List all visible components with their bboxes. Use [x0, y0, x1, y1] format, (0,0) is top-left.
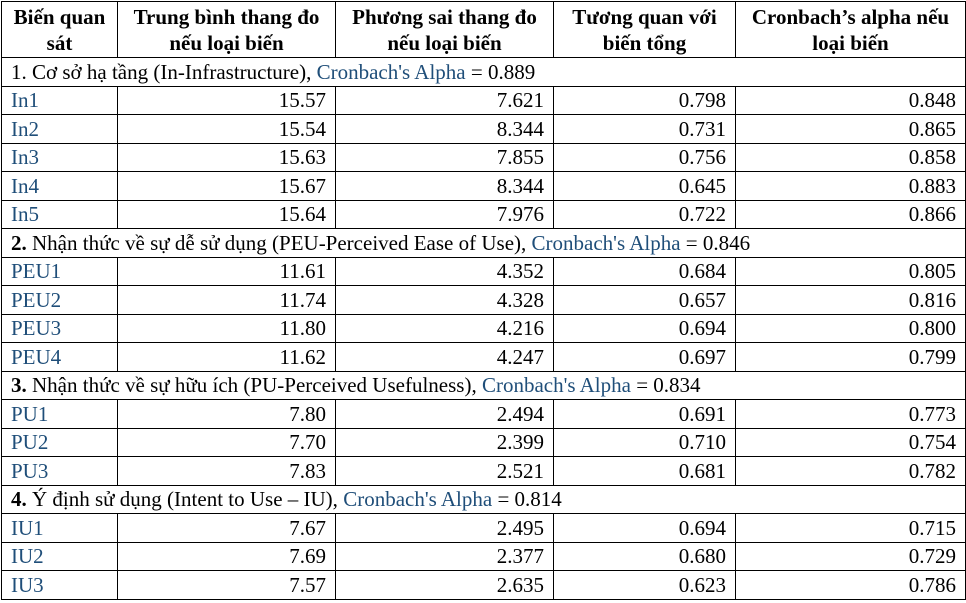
scale-variance-cell: 2.521 [336, 457, 554, 486]
alpha-if-deleted-cell: 0.865 [736, 115, 966, 144]
header-alpha-if-deleted: Cronbach’s alpha nếu loại biến [736, 2, 966, 58]
table-row [2, 286, 966, 315]
table-row [2, 400, 966, 429]
scale-mean-cell: 15.57 [118, 86, 336, 115]
group-number: 2. [11, 230, 27, 255]
scale-variance-cell: 2.399 [336, 428, 554, 457]
group-alpha-value: = 0.834 [630, 373, 701, 398]
correlation-cell: 0.645 [554, 172, 736, 201]
group-alpha-label: Cronbach's Alpha [343, 487, 493, 512]
table-row [2, 115, 966, 144]
scale-variance-cell: 7.855 [336, 143, 554, 172]
scale-mean-cell: 15.54 [118, 115, 336, 144]
group-alpha-value: = 0.846 [680, 230, 751, 255]
alpha-if-deleted-cell: 0.773 [736, 400, 966, 429]
scale-variance-cell: 7.621 [336, 86, 554, 115]
group-alpha-label: Cronbach's Alpha [316, 59, 466, 84]
table-row [2, 172, 966, 201]
scale-variance-cell: 8.344 [336, 115, 554, 144]
alpha-if-deleted-cell: 0.754 [736, 428, 966, 457]
group-header-row [2, 371, 966, 400]
variable-code-cell: PU2 [2, 428, 118, 457]
alpha-if-deleted-cell: 0.786 [736, 571, 966, 600]
correlation-cell: 0.694 [554, 314, 736, 343]
alpha-if-deleted-cell: 0.715 [736, 514, 966, 543]
correlation-cell: 0.731 [554, 115, 736, 144]
variable-code-cell: PEU4 [2, 343, 118, 372]
correlation-cell: 0.710 [554, 428, 736, 457]
alpha-if-deleted-cell: 0.883 [736, 172, 966, 201]
group-alpha-label: Cronbach's Alpha [481, 373, 631, 398]
variable-code-cell: IU3 [2, 571, 118, 600]
scale-variance-cell: 2.494 [336, 400, 554, 429]
table-row [2, 542, 966, 571]
scale-variance-cell: 2.635 [336, 571, 554, 600]
scale-mean-cell: 7.83 [118, 457, 336, 486]
group-label: Nhận thức về sự dễ sử dụng (PEU-Perceived Ease of Use), [26, 230, 532, 255]
scale-mean-cell: 7.70 [118, 428, 336, 457]
alpha-if-deleted-cell: 0.848 [736, 86, 966, 115]
table-row [2, 314, 966, 343]
group-title [2, 229, 966, 258]
scale-mean-cell: 15.64 [118, 200, 336, 229]
alpha-if-deleted-cell: 0.729 [736, 542, 966, 571]
group-label: Cơ sở hạ tầng (In-Infrastructure), [26, 59, 317, 84]
alpha-if-deleted-cell: 0.858 [736, 143, 966, 172]
group-header-row [2, 58, 966, 87]
correlation-cell: 0.684 [554, 257, 736, 286]
correlation-cell: 0.756 [554, 143, 736, 172]
scale-variance-cell: 8.344 [336, 172, 554, 201]
table-row [2, 86, 966, 115]
table-row [2, 571, 966, 600]
variable-code-cell: In3 [2, 143, 118, 172]
group-header-row [2, 485, 966, 514]
scale-mean-cell: 11.62 [118, 343, 336, 372]
scale-variance-cell: 4.328 [336, 286, 554, 315]
alpha-if-deleted-cell: 0.799 [736, 343, 966, 372]
correlation-cell: 0.694 [554, 514, 736, 543]
scale-mean-cell: 7.69 [118, 542, 336, 571]
group-title [2, 58, 966, 87]
variable-code-cell: In2 [2, 115, 118, 144]
alpha-if-deleted-cell: 0.782 [736, 457, 966, 486]
table-row [2, 457, 966, 486]
scale-variance-cell: 4.216 [336, 314, 554, 343]
variable-code-cell: In1 [2, 86, 118, 115]
alpha-if-deleted-cell: 0.816 [736, 286, 966, 315]
scale-mean-cell: 7.80 [118, 400, 336, 429]
table-row [2, 257, 966, 286]
group-number: 3. [11, 373, 27, 398]
scale-mean-cell: 11.61 [118, 257, 336, 286]
variable-code-cell: IU2 [2, 542, 118, 571]
table-row [2, 428, 966, 457]
scale-mean-cell: 11.74 [118, 286, 336, 315]
group-label: Ý định sử dụng (Intent to Use – IU), [26, 487, 344, 512]
header-scale-variance-if-deleted: Phương sai thang đo nếu loại biến [336, 2, 554, 58]
variable-code-cell: IU1 [2, 514, 118, 543]
header-scale-mean-if-deleted: Trung bình thang đo nếu loại biến [118, 2, 336, 58]
reliability-table [1, 1, 966, 600]
scale-mean-cell: 7.67 [118, 514, 336, 543]
table-row [2, 143, 966, 172]
variable-code-cell: PU1 [2, 400, 118, 429]
correlation-cell: 0.697 [554, 343, 736, 372]
correlation-cell: 0.691 [554, 400, 736, 429]
group-number: 4. [11, 487, 27, 512]
variable-code-cell: In4 [2, 172, 118, 201]
scale-mean-cell: 15.63 [118, 143, 336, 172]
group-alpha-value: = 0.889 [465, 59, 536, 84]
group-title [2, 485, 966, 514]
alpha-if-deleted-cell: 0.805 [736, 257, 966, 286]
correlation-cell: 0.680 [554, 542, 736, 571]
header-observed-variable: Biến quan sát [2, 2, 118, 58]
group-number: 1. [11, 59, 27, 84]
scale-variance-cell: 4.247 [336, 343, 554, 372]
correlation-cell: 0.722 [554, 200, 736, 229]
scale-mean-cell: 11.80 [118, 314, 336, 343]
table-row [2, 514, 966, 543]
correlation-cell: 0.798 [554, 86, 736, 115]
scale-mean-cell: 15.67 [118, 172, 336, 201]
scale-variance-cell: 7.976 [336, 200, 554, 229]
group-header-row [2, 229, 966, 258]
table-row [2, 343, 966, 372]
scale-mean-cell: 7.57 [118, 571, 336, 600]
variable-code-cell: PEU2 [2, 286, 118, 315]
group-alpha-value: = 0.814 [492, 487, 562, 512]
scale-variance-cell: 2.377 [336, 542, 554, 571]
group-title [2, 371, 966, 400]
scale-variance-cell: 4.352 [336, 257, 554, 286]
group-label: Nhận thức về sự hữu ích (PU-Perceived Usefulness), [26, 373, 482, 398]
group-alpha-label: Cronbach's Alpha [531, 230, 681, 255]
table-row [2, 200, 966, 229]
correlation-cell: 0.681 [554, 457, 736, 486]
correlation-cell: 0.657 [554, 286, 736, 315]
variable-code-cell: In5 [2, 200, 118, 229]
table-body [2, 58, 966, 600]
variable-code-cell: PU3 [2, 457, 118, 486]
header-item-total-correlation: Tương quan với biến tổng [554, 2, 736, 58]
alpha-if-deleted-cell: 0.800 [736, 314, 966, 343]
variable-code-cell: PEU1 [2, 257, 118, 286]
correlation-cell: 0.623 [554, 571, 736, 600]
variable-code-cell: PEU3 [2, 314, 118, 343]
header-row [2, 2, 966, 58]
alpha-if-deleted-cell: 0.866 [736, 200, 966, 229]
scale-variance-cell: 2.495 [336, 514, 554, 543]
